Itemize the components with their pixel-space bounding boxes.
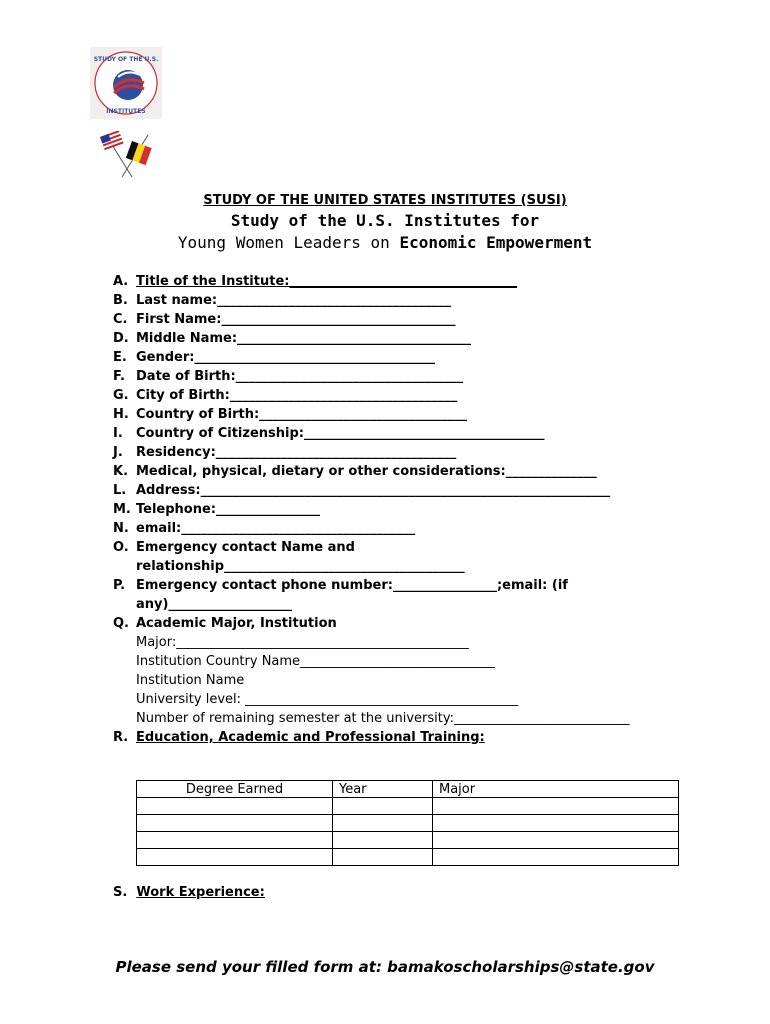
field-emergency-phone[interactable] [113, 576, 713, 595]
item-letter: S. [113, 885, 128, 900]
table-cell[interactable] [333, 849, 433, 866]
table-cell[interactable] [433, 815, 679, 832]
field-academic-heading [113, 614, 713, 633]
item-letter: N. [113, 521, 129, 536]
field-remaining-semesters[interactable]: Number of remaining semester at the university:___________________________ [136, 711, 630, 726]
col-major: Major [433, 781, 679, 798]
field-medical[interactable] [113, 462, 713, 481]
item-letter: R. [113, 730, 129, 745]
item-label-cont: relationship_____________________________________ [136, 559, 465, 574]
education-table [136, 780, 679, 866]
table-cell[interactable] [137, 832, 333, 849]
item-label: Medical, physical, dietary or other considerations:______________ [136, 464, 597, 479]
table-cell[interactable] [433, 798, 679, 815]
form-subtitle [0, 233, 770, 252]
table-row [137, 849, 679, 866]
field-title-institute[interactable] [113, 272, 713, 291]
item-label: First Name:____________________________________ [136, 312, 456, 327]
item-letter: E. [113, 350, 127, 365]
item-label: email:____________________________________ [136, 521, 416, 536]
field-city-of-birth[interactable] [113, 386, 713, 405]
col-degree-earned: Degree Earned [137, 781, 333, 798]
item-letter: L. [113, 483, 127, 498]
item-letter: H. [113, 407, 129, 422]
table-row [137, 832, 679, 849]
program-name: STUDY OF THE UNITED STATES INSTITUTES (SUSI) [203, 193, 567, 208]
item-label: Education, Academic and Professional Training: [136, 730, 485, 745]
field-institution-name[interactable]: Institution Name [136, 673, 245, 688]
item-label: Work Experience: [136, 885, 265, 900]
item-letter: K. [113, 464, 129, 479]
table-cell[interactable] [333, 798, 433, 815]
crossed-flags-icon [96, 131, 158, 179]
subtitle-prefix: Young Women Leaders on [177, 233, 400, 252]
item-letter: D. [113, 331, 129, 346]
field-address[interactable] [113, 481, 713, 500]
item-label-cont: any)___________________ [136, 597, 292, 612]
item-label: Emergency contact Name and [136, 540, 355, 555]
field-telephone[interactable] [113, 500, 713, 519]
item-letter: Q. [113, 616, 129, 631]
item-label: Country of Birth:________________________________ [136, 407, 468, 422]
field-major[interactable]: Major:_____________________________________________ [136, 635, 469, 650]
field-emergency-relationship[interactable] [113, 557, 713, 576]
field-citizenship[interactable] [113, 424, 713, 443]
field-emergency-email[interactable] [113, 595, 713, 614]
item-letter: G. [113, 388, 129, 403]
table-cell[interactable] [333, 832, 433, 849]
field-email[interactable] [113, 519, 713, 538]
table-cell[interactable] [333, 815, 433, 832]
item-letter: I. [113, 426, 123, 441]
item-letter: J. [113, 445, 123, 460]
item-letter: O. [113, 540, 129, 555]
svg-text:INSTITUTES: INSTITUTES [106, 108, 146, 115]
table-cell[interactable] [137, 815, 333, 832]
field-date-of-birth[interactable] [113, 367, 713, 386]
form-fields [113, 272, 713, 747]
item-label: Last name:____________________________________ [136, 293, 452, 308]
item-letter: B. [113, 293, 128, 308]
col-year: Year [333, 781, 433, 798]
item-letter: A. [113, 274, 129, 289]
item-label: Telephone:________________ [136, 502, 320, 517]
field-emergency-contact[interactable] [113, 538, 713, 557]
subtitle-suffix: Economic Empowerment [399, 233, 593, 252]
table-cell[interactable] [137, 798, 333, 815]
field-university-level[interactable]: University level: __________________________________________ [136, 692, 519, 707]
section-education-heading [113, 728, 713, 747]
item-label: Date of Birth:___________________________________ [136, 369, 464, 384]
submission-instructions: Please send your filled form at: bamakoscholarships@state.gov [115, 958, 655, 976]
item-letter: P. [113, 578, 126, 593]
item-letter: F. [113, 369, 125, 384]
table-cell[interactable] [137, 849, 333, 866]
item-label: Title of the Institute:___________________________________ [136, 274, 517, 289]
field-first-name[interactable] [113, 310, 713, 329]
table-header-row [137, 781, 679, 798]
form-title: Study of the U.S. Institutes for [230, 211, 540, 230]
field-institution-country[interactable]: Institution Country Name______________________________ [136, 654, 496, 669]
item-label: Residency:_____________________________________ [136, 445, 457, 460]
field-middle-name[interactable] [113, 329, 713, 348]
table-row [137, 815, 679, 832]
section-work-experience [113, 885, 265, 900]
item-label: Gender:_____________________________________ [136, 350, 435, 365]
field-residency[interactable] [113, 443, 713, 462]
field-gender[interactable] [113, 348, 713, 367]
table-cell[interactable] [433, 832, 679, 849]
item-label: Address:_______________________________________________________________ [136, 483, 611, 498]
item-letter: M. [113, 502, 131, 517]
item-label: Middle Name:____________________________________ [136, 331, 472, 346]
item-label: Academic Major, Institution [136, 616, 337, 631]
field-last-name[interactable] [113, 291, 713, 310]
item-letter: C. [113, 312, 128, 327]
item-label: Emergency contact phone number:________________;email: (if [136, 578, 568, 593]
item-label: City of Birth:___________________________________ [136, 388, 458, 403]
item-label: Country of Citizenship:_____________________________________ [136, 426, 545, 441]
table-row [137, 798, 679, 815]
table-cell[interactable] [433, 849, 679, 866]
susi-logo [90, 47, 162, 119]
svg-text:STUDY OF THE U.S.: STUDY OF THE U.S. [93, 56, 159, 63]
field-country-of-birth[interactable] [113, 405, 713, 424]
